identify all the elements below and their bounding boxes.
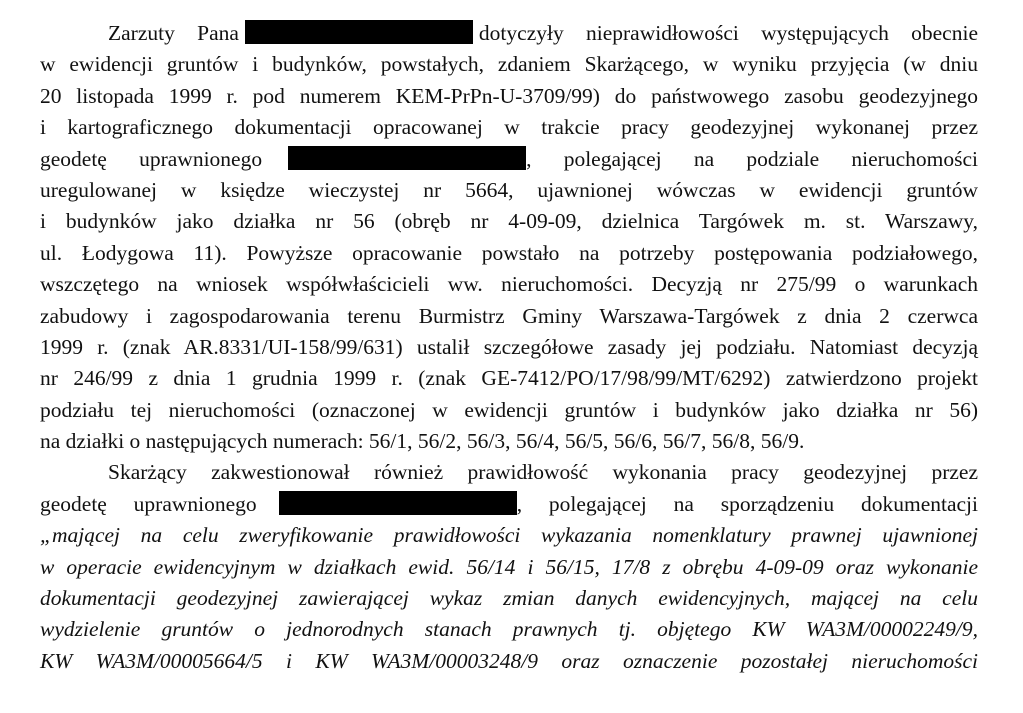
text-line: na działki o następujących numerach: 56/1, 56/2, 56/3, 56/4, 56/5, 56/6, 56/7, 56/8, 56/9. [40, 429, 805, 454]
text-line: ul. Łodygowa 11). Powyższe opracowanie powstało na potrzeby postępowania podziałowego, [40, 240, 978, 265]
document-page [40, 18, 978, 677]
text-line: Skarżący zakwestionował również prawidłowość wykonania pracy geodezyjnej przez [108, 460, 978, 485]
text-segment: geodetę uprawnionego [40, 146, 263, 171]
redaction-bar [288, 146, 526, 170]
redaction-bar [245, 20, 473, 44]
text-line: nr 246/99 z dnia 1 grudnia 1999 r. (znak GE-7412/PO/17/98/99/MT/6292) zatwierdzono projekt [40, 366, 978, 391]
text-segment: , polegającej na podziale nieruchomości [526, 146, 978, 171]
text-segment: geodetę uprawnionego [40, 491, 257, 516]
redaction-bar [279, 491, 517, 515]
text-line: uregulowanej w księdze wieczystej nr 5664, ujawnionej wówczas w ewidencji gruntów [40, 177, 978, 202]
text-line [40, 144, 978, 175]
text-line: i budynków jako działka nr 56 (obręb nr 4-09-09, dzielnica Targówek m. st. Warszawy, [40, 209, 978, 234]
text-line: zabudowy i zagospodarowania terenu Burmistrz Gminy Warszawa-Targówek z dnia 2 czerwca [40, 303, 978, 328]
quote-line: „mającej na celu zweryfikowanie prawidłowości wykazania nomenklatury prawnej ujawnionej [40, 523, 978, 548]
quote-line: wydzielenie gruntów o jednorodnych stanach prawnych tj. objętego KW WA3M/00002249/9, [40, 617, 978, 642]
text-line [40, 489, 978, 520]
quote-line: KW WA3M/00005664/5 i KW WA3M/00003248/9 oraz oznaczenie pozostałej nieruchomości [40, 648, 978, 673]
quote-line: w operacie ewidencyjnym w działkach ewid. 56/14 i 56/15, 17/8 z obrębu 4-09-09 oraz wykonanie [40, 554, 978, 579]
text-line [40, 18, 978, 49]
text-segment: , polegającej na sporządzeniu dokumentacji [516, 491, 978, 516]
text-segment: dotyczyły nieprawidłowości występujących obecnie [478, 21, 978, 45]
text-line: 1999 r. (znak AR.8331/UI-158/99/631) ustalił szczegółowe zasady jej podziału. Natomiast decyzją [40, 334, 978, 359]
text-line: 20 listopada 1999 r. pod numerem KEM-PrPn-U-3709/99) do państwowego zasobu geodezyjnego [40, 83, 978, 108]
text-line: podziału tej nieruchomości (oznaczonej w ewidencji gruntów i budynków jako działka nr 56) [40, 397, 978, 422]
text-line: i kartograficznego dokumentacji opracowanej w trakcie pracy geodezyjnej wykonanej przez [40, 115, 978, 140]
text-segment: Zarzuty Pana [108, 21, 239, 45]
quote-line: dokumentacji geodezyjnej zawierającej wykaz zmian danych ewidencyjnych, mającej na celu [40, 586, 978, 611]
text-line: w ewidencji gruntów i budynków, powstałych, zdaniem Skarżącego, w wyniku przyjęcia (w dniu [40, 52, 978, 77]
text-line: wszczętego na wniosek współwłaścicieli ww. nieruchomości. Decyzją nr 275/99 o warunkach [40, 272, 978, 297]
